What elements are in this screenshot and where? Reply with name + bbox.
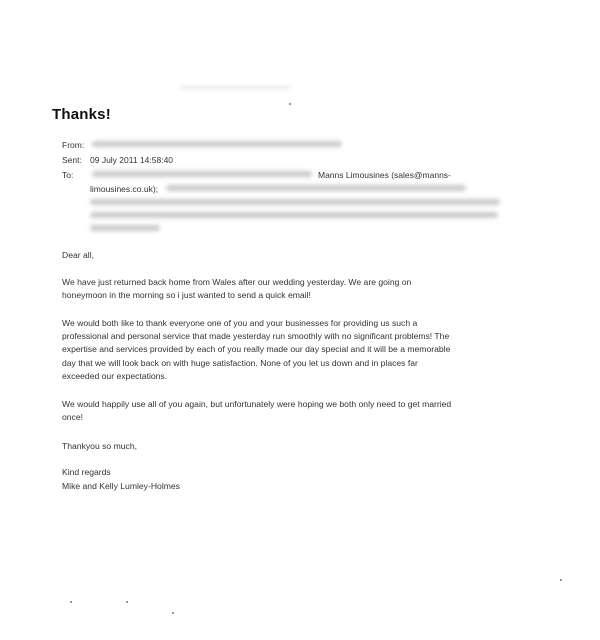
from-label: From:	[62, 140, 85, 150]
paragraph-3-line: We would happily use all of you again, but unfortunately were hoping we both only need to get married	[62, 399, 452, 409]
scan-artifact-top	[180, 86, 290, 89]
thanks-line: Thankyou so much,	[62, 441, 137, 451]
to-visible-recipient-1: Manns Limousines (sales@manns-	[318, 170, 451, 180]
greeting: Dear all,	[62, 250, 94, 260]
paragraph-1	[62, 276, 502, 302]
paragraph-1-line: We have just returned back home from Wales after our wedding yesterday. We are going on	[62, 277, 412, 287]
scan-speck	[70, 601, 72, 603]
redacted-recipients-5	[90, 225, 160, 231]
paragraph-1-line: honeymoon in the morning so i just wanted to send a quick email!	[62, 290, 311, 301]
sent-value: 09 July 2011 14:58:40	[90, 155, 174, 165]
paragraph-2-line: exceeded our expectations.	[62, 370, 168, 381]
scan-speck	[126, 601, 128, 603]
scan-speck	[172, 612, 174, 614]
redacted-recipients-2	[166, 185, 466, 191]
sent-label: Sent:	[62, 155, 82, 165]
scan-speck	[289, 103, 291, 105]
paragraph-2-line: expertise and services provided by each of you really made our day special and it will be a memorable	[62, 344, 451, 355]
paragraph-3-line: once!	[62, 412, 84, 423]
to-row	[62, 170, 90, 180]
email-subject: Thanks!	[52, 106, 111, 123]
redacted-from-address	[92, 141, 342, 147]
signature: Mike and Kelly Lumley-Holmes	[62, 481, 180, 491]
sent-row	[62, 155, 173, 165]
paragraph-3	[62, 398, 502, 424]
paragraph-2-line: day that we will look back on with huge satisfaction. None of you let us down and in places far	[62, 357, 418, 368]
signoff: Kind regards	[62, 467, 111, 477]
redacted-recipients-4	[90, 212, 498, 218]
paragraph-2	[62, 317, 502, 383]
from-row	[62, 140, 90, 150]
redacted-recipients-3	[90, 199, 500, 205]
to-visible-recipient-2: limousines.co.uk);	[90, 184, 159, 194]
to-label: To:	[62, 170, 74, 180]
paragraph-2-line: professional and personal service that made yesterday run smoothly with no significant problems! The	[62, 331, 450, 342]
redacted-recipients-1	[92, 171, 312, 177]
paragraph-2-line: We would both like to thank everyone one of you and your businesses for providing us such a	[62, 318, 418, 328]
scan-speck	[560, 579, 562, 581]
